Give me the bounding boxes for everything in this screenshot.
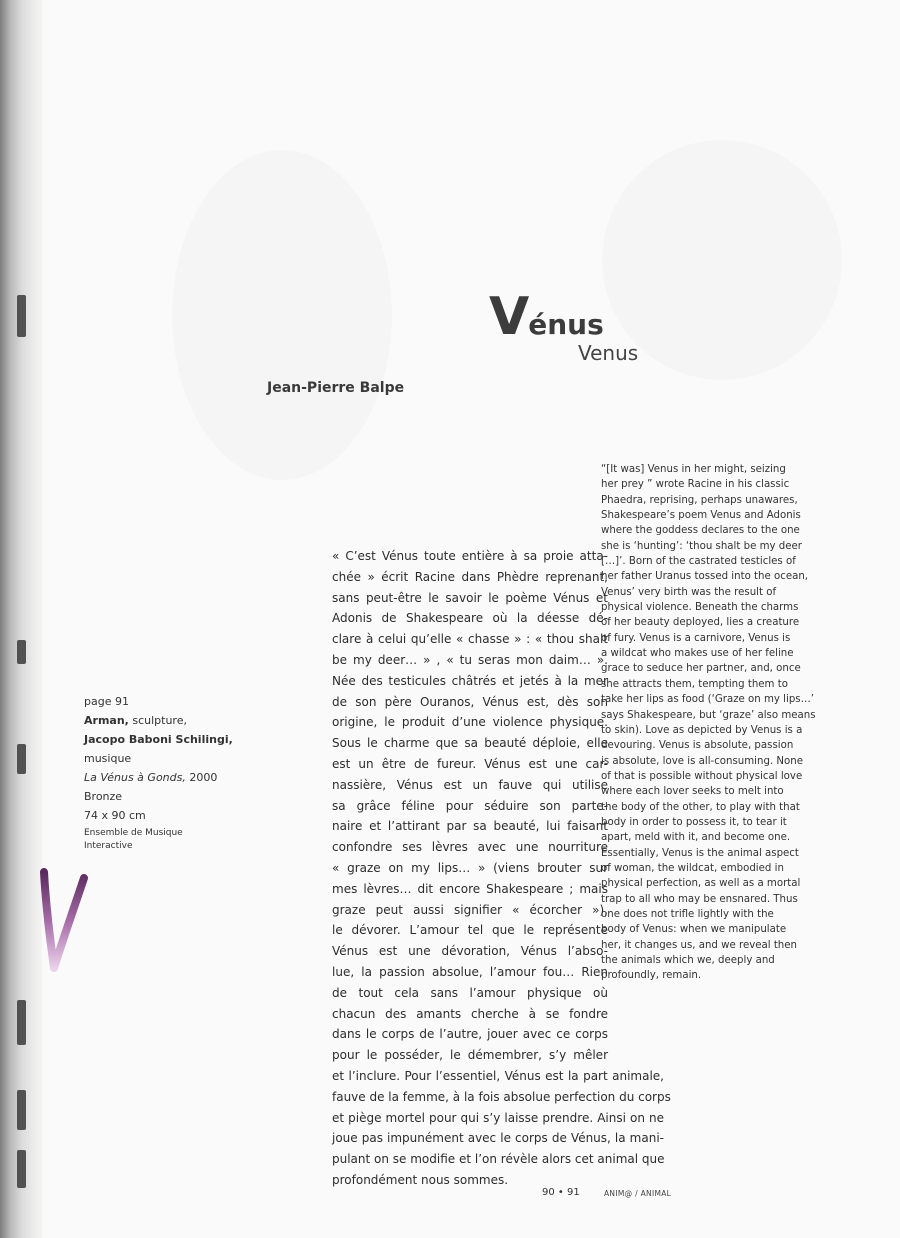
composer-role: musique xyxy=(84,752,132,765)
french-text-line: fauve de la femme, à la fois absolue perfection du corps xyxy=(332,1089,671,1104)
french-text-line: lue, la passion absolue, l’amour fou… Rien xyxy=(332,964,608,979)
french-text-line: Sous le charme que sa beauté déploie, elle xyxy=(332,736,608,751)
composer-name: Jacopo Baboni Schilingi, xyxy=(84,733,233,746)
french-text-line: est un être de fureur. Vénus est une car- xyxy=(332,756,608,771)
author-name: Jean-Pierre Balpe xyxy=(267,380,405,396)
english-text-line: one does not trifle lightly with the xyxy=(601,908,774,920)
english-text-line: where each lover seeks to melt into xyxy=(601,786,784,798)
french-text-line: chée » écrit Racine dans Phèdre reprenant, xyxy=(332,569,608,584)
french-text-line: Née des testicules châtrés et jetés à la mer xyxy=(332,673,608,688)
french-text-line: be my deer… » , « tu seras mon daim… ». xyxy=(332,652,608,667)
french-text-line: « graze on my lips… » (viens brouter sur xyxy=(332,860,608,875)
artwork-caption xyxy=(84,692,274,853)
english-text-line: is absolute, love is all-consuming. None xyxy=(601,755,803,767)
english-text-line: she is ‘hunting’: ‘thou shalt be my deer xyxy=(601,540,802,552)
english-text-line: body in order to possess it, to tear it xyxy=(601,816,787,828)
artist-role: sculpture, xyxy=(132,714,187,727)
caption-dimensions: 74 x 90 cm xyxy=(84,809,146,822)
french-text-line: pour le posséder, le démembrer, s’y mêler xyxy=(332,1048,608,1063)
french-text-line: pulant on se modifie et l’on révèle alors cet animal que xyxy=(332,1152,665,1167)
french-text-line: naire et l’attirant par sa beauté, lui faisant xyxy=(332,819,608,834)
book-spine-shadow xyxy=(0,0,42,1238)
english-text-line: physical violence. Beneath the charms xyxy=(601,602,799,614)
running-footer: ANIM@ / ANIMAL xyxy=(604,1189,672,1198)
english-text-line: Phaedra, reprising, perhaps unawares, xyxy=(601,494,798,506)
caption-composer xyxy=(84,730,274,749)
french-text-line: clare à celui qu’elle « chasse » : « thou shalt xyxy=(332,632,608,647)
work-title: La Vénus à Gonds, xyxy=(84,771,186,784)
show-through-shadow xyxy=(172,150,392,480)
english-text-line: of fury. Venus is a carnivore, Venus is xyxy=(601,632,791,644)
french-text-line: joue pas impunément avec le corps de Vénus, la mani- xyxy=(332,1131,664,1146)
french-text-line: de tout cela sans l’amour physique où xyxy=(332,985,608,1000)
english-text-line: of woman, the wildcat, embodied in xyxy=(601,862,784,874)
french-text-line: graze peut aussi signifier « écorcher »), xyxy=(332,902,608,917)
english-text-line: […]’. Born of the castrated testicles of xyxy=(601,556,796,568)
french-text-line: sans peut-être le savoir le poème Vénus et xyxy=(332,590,608,605)
title-rest: énus xyxy=(528,308,604,341)
french-text-line: et l’inclure. Pour l’essentiel, Vénus est la part animale, xyxy=(332,1068,664,1083)
english-article-text xyxy=(601,462,816,984)
french-text-line: Vénus est une dévoration, Vénus l’abso- xyxy=(332,944,608,959)
french-text-line: dans le corps de l’autre, jouer avec ce corps xyxy=(332,1027,608,1042)
english-text-line: physical perfection, as well as a mortal xyxy=(601,878,801,890)
english-text-line: Essentially, Venus is the animal aspect xyxy=(601,847,799,859)
page-numbers: 90 • 91 xyxy=(542,1187,580,1198)
decorative-letter-v-icon xyxy=(40,868,90,973)
title-initial: V xyxy=(489,287,529,347)
caption-page: page 91 xyxy=(84,695,129,708)
french-text-line: et piège mortel pour qui s’y laisse prendre. Ainsi on ne xyxy=(332,1110,664,1125)
caption-material: Bronze xyxy=(84,790,123,803)
english-text-line: Shakespeare’s poem Venus and Adonis xyxy=(601,510,801,522)
ensemble-line: Interactive xyxy=(84,841,133,851)
english-text-line: of her beauty deployed, lies a creature xyxy=(601,617,800,629)
english-text-line: of that is possible without physical love xyxy=(601,770,803,782)
french-text-line: Adonis de Shakespeare où la déesse dé- xyxy=(332,611,608,626)
caption-work xyxy=(84,768,274,787)
caption-artist xyxy=(84,711,274,730)
ensemble-line: Ensemble de Musique xyxy=(84,828,183,838)
work-year: 2000 xyxy=(189,771,218,784)
french-text-line: mes lèvres… dit encore Shakespeare ; mais xyxy=(332,881,608,896)
english-text-line: the body of the other, to play with that xyxy=(601,801,800,813)
french-text-line: de son père Ouranos, Vénus est, dès son xyxy=(332,694,608,709)
english-text-line: her father Uranus tossed into the ocean, xyxy=(601,571,809,583)
french-text-line: le dévorer. L’amour tel que le représente xyxy=(332,923,608,938)
english-text-line: to skin). Love as depicted by Venus is a xyxy=(601,724,803,736)
english-text-line: she attracts them, tempting them to xyxy=(601,678,788,690)
english-text-line: trap to all who may be ensnared. Thus xyxy=(601,893,798,905)
french-text-line: confondre ses lèvres avec une nourriture xyxy=(332,840,608,855)
french-text-line: chacun des amants cherche à se fondre xyxy=(332,1006,608,1021)
caption-ensemble xyxy=(84,827,274,853)
english-text-line: a wildcat who makes use of her feline xyxy=(601,648,794,660)
english-text-line: where the goddess declares to the one xyxy=(601,525,800,537)
french-text-line: profondément nous sommes. xyxy=(332,1172,509,1187)
artist-name: Arman, xyxy=(84,714,129,727)
english-text-line: the animals which we, deeply and xyxy=(601,955,775,966)
english-text-line: says Shakespeare, but ‘graze’ also means xyxy=(601,709,816,721)
english-text-line: profoundly, remain. xyxy=(601,970,702,982)
english-text-line: her, it changes us, and we reveal then xyxy=(601,939,797,951)
english-text-line: “[It was] Venus in her might, seizing xyxy=(601,464,786,475)
english-text-line: Venus’ very birth was the result of xyxy=(601,586,777,598)
spine-binding-marks xyxy=(17,0,27,1238)
english-text-line: her prey ” wrote Racine in his classic xyxy=(601,479,790,491)
french-text-line: sa grâce féline pour séduire son parte- xyxy=(332,798,608,813)
english-text-line: devouring. Venus is absolute, passion xyxy=(601,740,794,752)
page-subtitle: Venus xyxy=(578,341,639,365)
french-text-line: « C’est Vénus toute entière à sa proie atta- xyxy=(332,549,608,563)
french-text-line: origine, le produit d’une violence physique. xyxy=(332,715,608,730)
english-text-line: grace to seduce her partner, and, once xyxy=(601,663,801,675)
french-text-line: nassière, Vénus est un fauve qui utilise xyxy=(332,777,608,792)
english-text-line: take her lips as food (‘Graze on my lips…’ xyxy=(601,694,815,706)
english-text-line: body of Venus: when we manipulate xyxy=(601,924,787,936)
english-text-line: apart, meld with it, and become one. xyxy=(601,832,791,844)
